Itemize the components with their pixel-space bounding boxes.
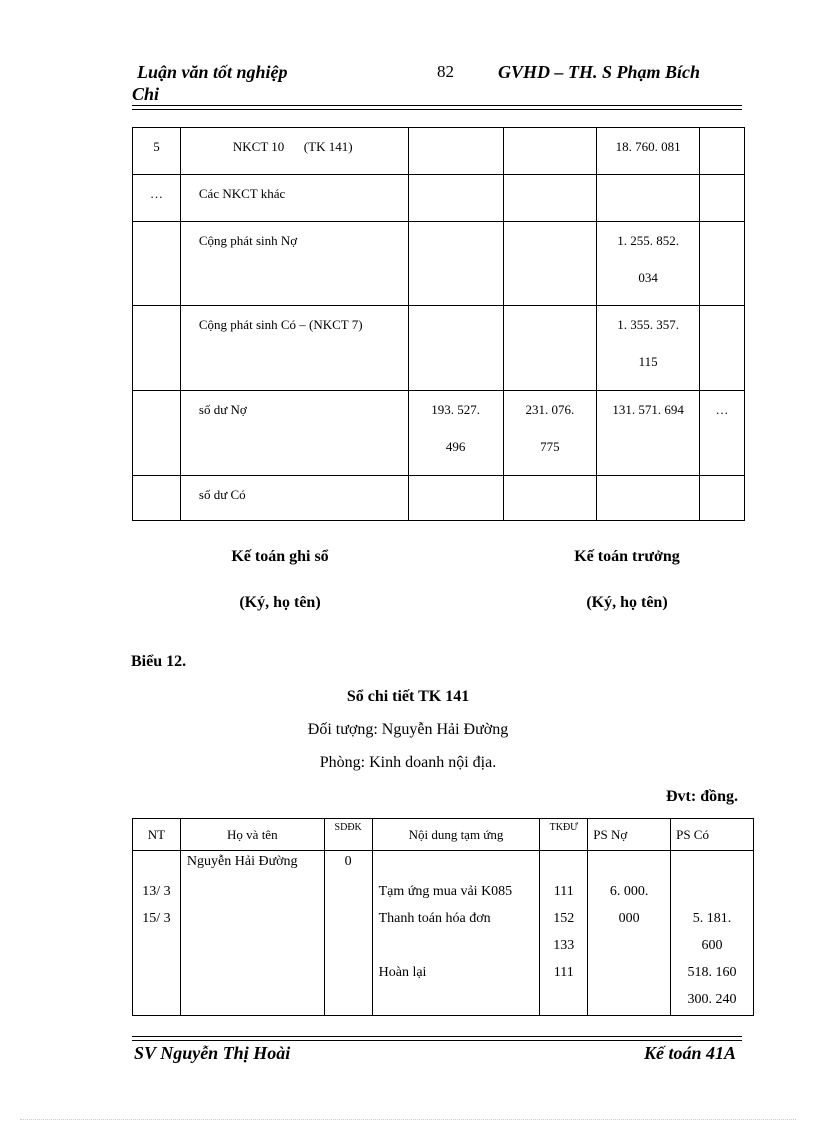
footer-student: SV Nguyễn Thị Hoài (134, 1043, 291, 1063)
table-row (133, 391, 745, 476)
ledger-table (132, 127, 745, 521)
cell-account: 111 152 133 111 (540, 851, 588, 1016)
cell-3: 18. 760. 081 (597, 128, 700, 175)
cell-1 (408, 128, 503, 175)
table-row (133, 476, 745, 521)
cell-1: 193. 527. 496 (408, 391, 503, 476)
row-desc: Các NKCT khác (180, 175, 408, 222)
col-header: Nội dung tạm ứng (372, 819, 540, 851)
table-header-row (133, 819, 754, 851)
cell-3: 1. 355. 357. 115 (597, 306, 700, 391)
signature-chief-accountant-note: (Ký, họ tên) (586, 594, 668, 611)
footer-rule-bottom (132, 1040, 742, 1041)
signature-bookkeeper-note: (Ký, họ tên) (239, 594, 321, 611)
row-desc: số dư Nợ (180, 391, 408, 476)
table-row (133, 175, 745, 222)
col-header: SDĐK (324, 819, 372, 851)
col-header: Họ và tên (180, 819, 324, 851)
cell-3: 131. 571. 694 (597, 391, 700, 476)
cell-credit: 5. 181. 600 518. 160 300. 240 (671, 851, 754, 1016)
signature-bookkeeper: Kế toán ghi sổ (231, 548, 329, 565)
page-edge (20, 1119, 796, 1120)
table-row (133, 128, 745, 175)
cell-date: 13/ 3 15/ 3 (133, 851, 181, 1016)
section-subject: Đối tượng: Nguyễn Hải Đường (307, 721, 509, 738)
row-desc: Cộng phát sinh Có – (NKCT 7) (180, 306, 408, 391)
cell-debit: 6. 000. 000 (588, 851, 671, 1016)
col-header: TKĐƯ (540, 819, 588, 851)
header-rule-top (132, 105, 742, 106)
col-header: PS Có (671, 819, 754, 851)
header-advisor: GVHD – TH. S Phạm Bích (498, 62, 701, 82)
section-label: Biểu 12. (131, 653, 187, 670)
header-rule-bottom (132, 109, 742, 110)
cell-2 (503, 128, 597, 175)
signature-chief-accountant: Kế toán trưởng (574, 548, 680, 565)
footer-rule-top (132, 1036, 742, 1037)
unit-note: Đvt: đồng. (665, 788, 738, 805)
header-thesis-title: Luận văn tốt nghiệp (137, 62, 288, 82)
table-row (133, 851, 754, 1016)
footer-class: Kế toán 41A (643, 1043, 736, 1063)
section-title: Sổ chi tiết TK 141 (346, 688, 470, 705)
cell-3: 1. 255. 852. 034 (597, 222, 700, 306)
row-desc: số dư Có (180, 476, 408, 521)
table-row (133, 306, 745, 391)
section-department: Phòng: Kinh doanh nội địa. (319, 754, 497, 771)
header-thesis-title-cont: Chi (132, 84, 160, 104)
cell-4 (700, 128, 745, 175)
cell-4: … (700, 391, 745, 476)
cell-content: Tạm ứng mua vải K085 Thanh toán hóa đơn Hoàn lại (372, 851, 540, 1016)
col-header: PS Nợ (588, 819, 671, 851)
detail-table (132, 818, 754, 1016)
table-row (133, 222, 745, 306)
cell-name: Nguyễn Hải Đường (180, 851, 324, 1016)
row-no: 5 (133, 128, 181, 175)
cell-opening: 0 (324, 851, 372, 1016)
cell-2: 231. 076. 775 (503, 391, 597, 476)
page-number: 82 (437, 62, 454, 81)
row-desc: NKCT 10 (TK 141) (180, 128, 408, 175)
col-header: NT (133, 819, 181, 851)
row-no: … (133, 175, 181, 222)
row-desc: Cộng phát sinh Nợ (180, 222, 408, 306)
